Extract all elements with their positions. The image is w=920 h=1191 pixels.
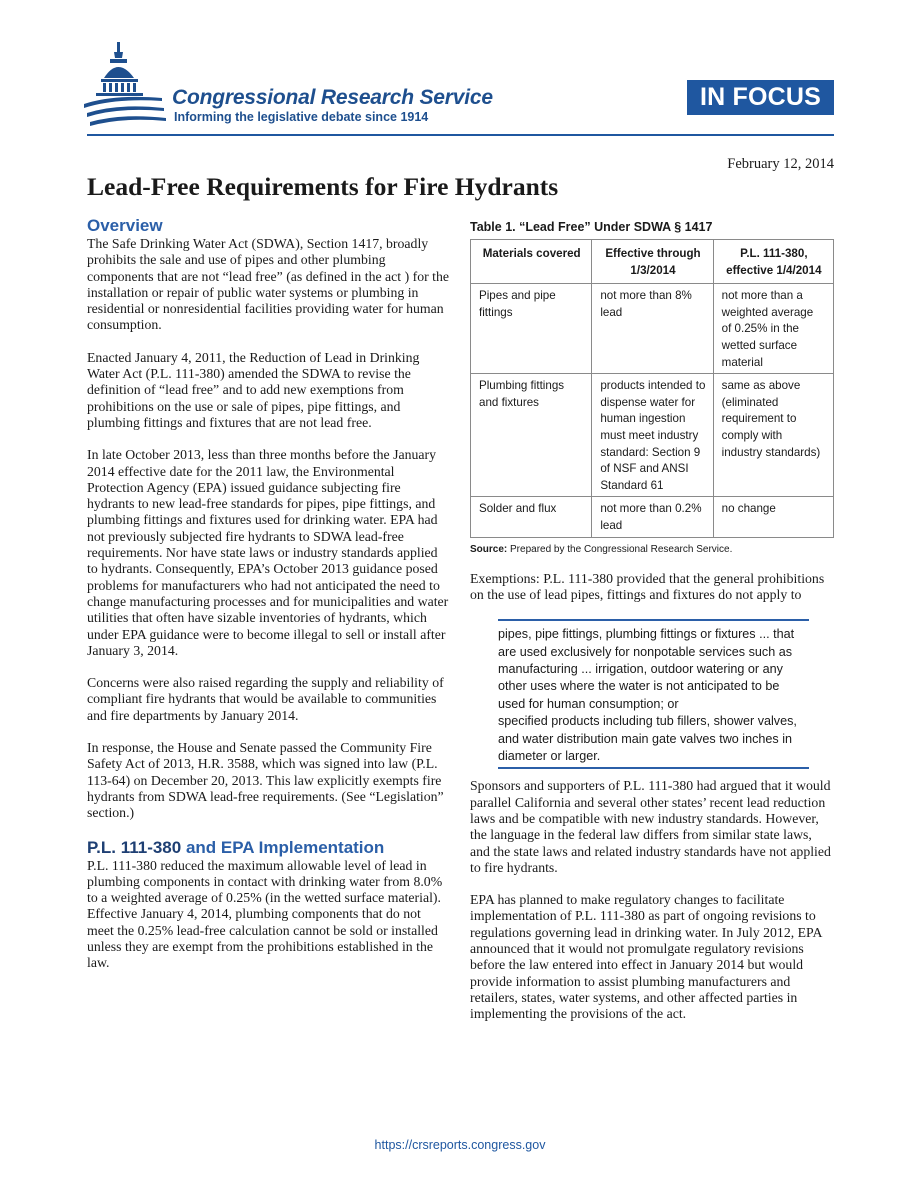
table-cell: Solder and flux [471, 497, 592, 537]
lead-free-table [470, 239, 834, 538]
table-header-cell: Effective through 1/3/2014 [592, 240, 713, 284]
table-source [470, 544, 834, 555]
table-cell: products intended to dispense water for human ingestion must meet industry standard: Section 9 of NSF and ANSI Standard 61 [592, 374, 713, 497]
quote-line: pipes, pipe fittings, plumbing fittings or fixtures ... that are used exclusively for nonpotable services such as manufacturing ... irrigation, outdoor watering or any other uses where the water is not anticipated to be used for human consumption; or [498, 627, 795, 711]
footer-url-link[interactable]: https://crsreports.congress.gov [374, 1138, 546, 1152]
capitol-dome-logo-icon [84, 42, 166, 128]
source-text: Prepared by the Congressional Research Service. [507, 543, 733, 555]
overview-paragraph-5: In response, the House and Senate passed the Community Fire Safety Act of 2013, H.R. 3588, which was signed into law (P.L. 113-64) on December 20, 2013. This law explicitly exempts fire hydrants from SDWA lead-free requirements. (See “Legislation” section.) [87, 740, 444, 821]
overview-paragraph-4: Concerns were also raised regarding the supply and reliability of compliant fire hydrants that would be available to communities and fire departments by January 2014. [87, 675, 444, 723]
org-tagline: Informing the legislative debate since 1914 [174, 110, 429, 124]
table-cell: Pipes and pipe fittings [471, 284, 592, 374]
exemptions-intro: Exemptions: P.L. 111-380 provided that the general prohibitions on the use of lead pipes, fittings and fixtures do not apply to [470, 570, 825, 602]
table-header-cell: Materials covered [471, 240, 592, 284]
page-header [0, 0, 920, 140]
overview-heading: Overview [87, 216, 163, 235]
table-header-cell: P.L. 111-380, effective 1/4/2014 [713, 240, 833, 284]
table-cell: no change [713, 497, 833, 537]
section-heading-implementation [87, 838, 450, 858]
left-column [87, 216, 450, 972]
overview-paragraph-3: In late October 2013, less than three months before the January 2014 effective date for the 2011 law, the Environmental Protection Agency (EPA) issued guidance subjecting fire hydrants to new lead-free standards for pipes, pipe fittings, and plumbing fittings and fixtures used for drinking water. EPA had not previously subjected fire hydrants to SDWA lead-free requirements. Nor have state laws or industry standards applied to hydrants. Consequently, EPA’s October 2013 guidance posed problems for manufacturers who had not anticipated the need to change manufacturing processes and for municipalities and water utilities that often have sizable inventories of hydrants, which under EPA guidance were to become illegal to sell or install after January 3, 2014. [87, 447, 449, 658]
table-header-row [471, 240, 834, 284]
table-cell: not more than 0.2% lead [592, 497, 713, 537]
right-paragraph-1: Sponsors and supporters of P.L. 111-380 had argued that it would parallel California and several other states’ recent lead reduction laws and be compatible with new industry standards. However, the language in the federal law differs from similar state laws, and the state laws and related industry standards have not applied to fire hydrants. [470, 778, 831, 875]
exemptions-quote [498, 619, 809, 769]
header-rule [87, 134, 834, 136]
table-row [471, 497, 834, 537]
table-cell: not more than 8% lead [592, 284, 713, 374]
section-heading-rest: and EPA Implementation [181, 837, 385, 857]
table-row [471, 374, 834, 497]
implementation-paragraph: P.L. 111-380 reduced the maximum allowable level of lead in plumbing components in contact with drinking water from 8.0% to a weighted average of 0.25% (in the wetted surface material). Effective January 4, 2014, plumbing components that do not meet the 0.25% lead-free calculation cannot be sold or installed unless they are exempt from the prohibitions established in the law. [87, 857, 443, 971]
in-focus-badge: IN FOCUS [687, 80, 834, 115]
table-row [471, 284, 834, 374]
section-heading-law: P.L. 111-380 [87, 837, 182, 857]
table-cell: not more than a weighted average of 0.25% in the wetted surface material [713, 284, 833, 374]
quote-line: specified products including tub fillers, shower valves, and water distribution main gate valves two inches in diameter or larger. [498, 714, 797, 763]
page-title: Lead-Free Requirements for Fire Hydrants [87, 172, 559, 201]
org-name: Congressional Research Service [172, 86, 493, 109]
right-paragraph-2: EPA has planned to make regulatory changes to facilitate implementation of P.L. 111-380 as part of ongoing revisions to regulations governing lead in drinking water. In July 2012, EPA announced that it would not promulgate regulatory revisions before the law entered into effect in January 2014 but would provide information to assist plumbing manufacturers and retailers, states, water systems, and other affected parties in implementing the provisions of the act. [470, 892, 822, 1022]
publication-date: February 12, 2014 [727, 156, 834, 172]
table-cell: Plumbing fittings and fixtures [471, 374, 592, 497]
overview-paragraph-1: The Safe Drinking Water Act (SDWA), Section 1417, broadly prohibits the sale and use of pipes and other plumbing components that are not “lead free” (as defined in the act ) for the installation or repair of public water systems or plumbing in residential or nonresidential facilities providing water for human consumption. [87, 236, 449, 333]
table-caption: Table 1. “Lead Free” Under SDWA § 1417 [470, 220, 713, 234]
table-cell: same as above (eliminated requirement to comply with industry standards) [713, 374, 833, 497]
overview-paragraph-2: Enacted January 4, 2011, the Reduction of Lead in Drinking Water Act (P.L. 111-380) amended the SDWA to revise the definition of “lead free” and to add new exemptions from prohibitions on the use or sale of pipes, pipe fittings, and plumbing fittings and fixtures that are not lead free. [87, 349, 420, 430]
right-column [470, 216, 834, 1023]
source-label: Source: [470, 543, 508, 555]
